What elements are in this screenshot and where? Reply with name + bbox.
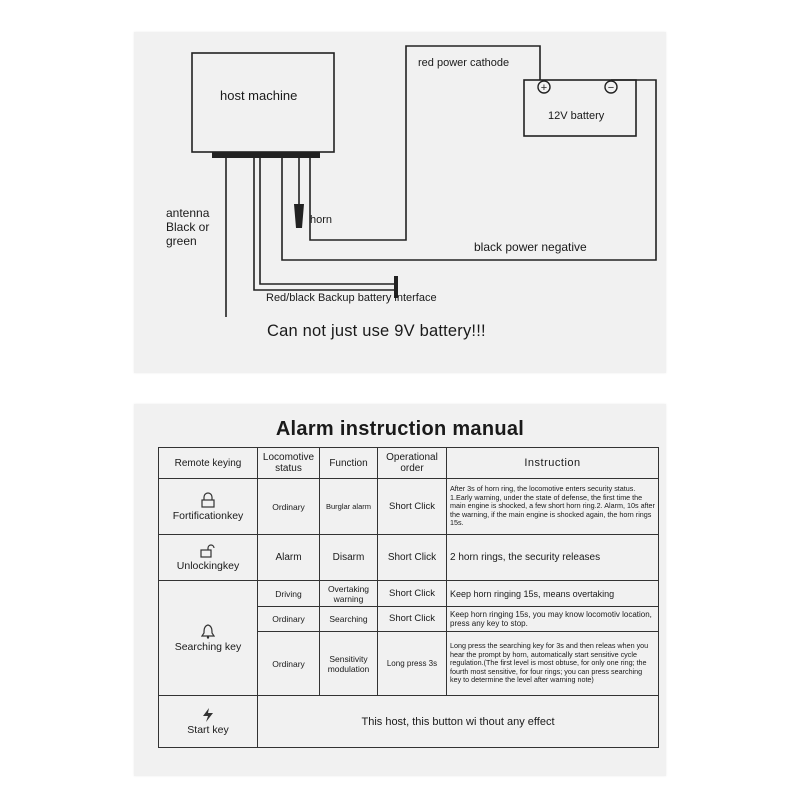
header-function: Function (320, 448, 378, 479)
fortification-status: Ordinary (258, 479, 320, 535)
fortification-order: Short Click (378, 479, 447, 535)
unlocking-function: Disarm (320, 535, 378, 581)
header-instruction: Instruction (447, 448, 659, 479)
fortification-key-cell (159, 479, 258, 535)
host-machine-label: host machine (220, 88, 298, 103)
black-power-negative-label: black power negative (474, 240, 587, 254)
bell-icon (201, 623, 215, 639)
battery-label: 12V battery (548, 110, 605, 122)
searching-status-1: Driving (258, 581, 320, 607)
searching-order-1: Short Click (378, 581, 447, 607)
table-row (159, 535, 659, 581)
searching-instruction-3: Long press the searching key for 3s and then releas when you hear the prompt by horn, automatically start sensitive cycle regulation.(The first level is most obtuse, for only one ring; the fourth most sensitive, for four rings; you can press searching key to determine the level after warning note) (447, 632, 659, 696)
header-remote-keying: Remote keying (159, 448, 258, 479)
unlocking-order: Short Click (378, 535, 447, 581)
instruction-table (158, 447, 659, 748)
battery-minus-sign: − (607, 82, 615, 94)
table-header-row (159, 448, 659, 479)
searching-status-2: Ordinary (258, 607, 320, 632)
start-key-label: Start key (187, 723, 229, 736)
searching-instruction-1: Keep horn ringing 15s, means overtaking (447, 581, 659, 607)
red-power-cathode-label: red power cathode (418, 57, 510, 69)
unlocking-key-cell (159, 535, 258, 581)
table-row (159, 479, 659, 535)
battery-plus-sign: + (540, 82, 548, 94)
unlocking-instruction: 2 horn rings, the security releases (447, 535, 659, 581)
table-row (159, 696, 659, 748)
start-key-message: This host, this button wi thout any effect (258, 696, 659, 748)
unlocking-key-label: Unlockingkey (176, 559, 240, 572)
negative-wire (282, 80, 656, 260)
fortification-instruction: After 3s of horn ring, the locomotive enters security status. 1.Early warning, under the state of defense, the first time the main engine is shocked, a few short horn ring.2. Alarm, 10s after the warning, if the main engine is shocked again, the horn rings 15s. (447, 479, 659, 535)
table-row (159, 581, 659, 607)
fortification-function: Burglar alarm (320, 479, 378, 535)
host-connector-strip (212, 152, 320, 158)
horn-label: horn (310, 214, 333, 226)
positive-wire (310, 46, 540, 240)
header-locomotive-status: Locomotive status (258, 448, 320, 479)
antenna-label-line3: green (166, 234, 197, 248)
unlock-icon (200, 544, 216, 558)
manual-title: Alarm instruction manual (275, 418, 525, 440)
battery-warning: Can not just use 9V battery!!! (267, 322, 486, 340)
searching-order-2: Short Click (378, 607, 447, 632)
searching-key-cell (159, 581, 258, 696)
wiring-diagram-card (134, 32, 666, 373)
searching-order-3: Long press 3s (378, 632, 447, 696)
lightning-icon (202, 708, 214, 722)
horn-symbol (294, 204, 304, 228)
header-operational-order: Operational order (378, 448, 447, 479)
backup-battery-interface-label: Red/black Backup battery interface (266, 292, 437, 304)
searching-function-1: Overtaking warning (320, 581, 378, 607)
lock-icon (201, 492, 215, 508)
searching-function-3: Sensitivity modulation (320, 632, 378, 696)
searching-function-2: Searching (320, 607, 378, 632)
unlocking-status: Alarm (258, 535, 320, 581)
start-key-cell (159, 696, 258, 748)
searching-key-label: Searching key (174, 641, 242, 653)
searching-status-3: Ordinary (258, 632, 320, 696)
antenna-label-line2: Black or (166, 220, 210, 234)
searching-instruction-2: Keep horn ringing 15s, you may know locomotiv location, press any key to stop. (447, 607, 659, 632)
antenna-label-line1: antenna (166, 206, 210, 220)
fortification-key-label: Fortificationkey (172, 509, 244, 522)
alarm-manual-card (134, 404, 666, 776)
